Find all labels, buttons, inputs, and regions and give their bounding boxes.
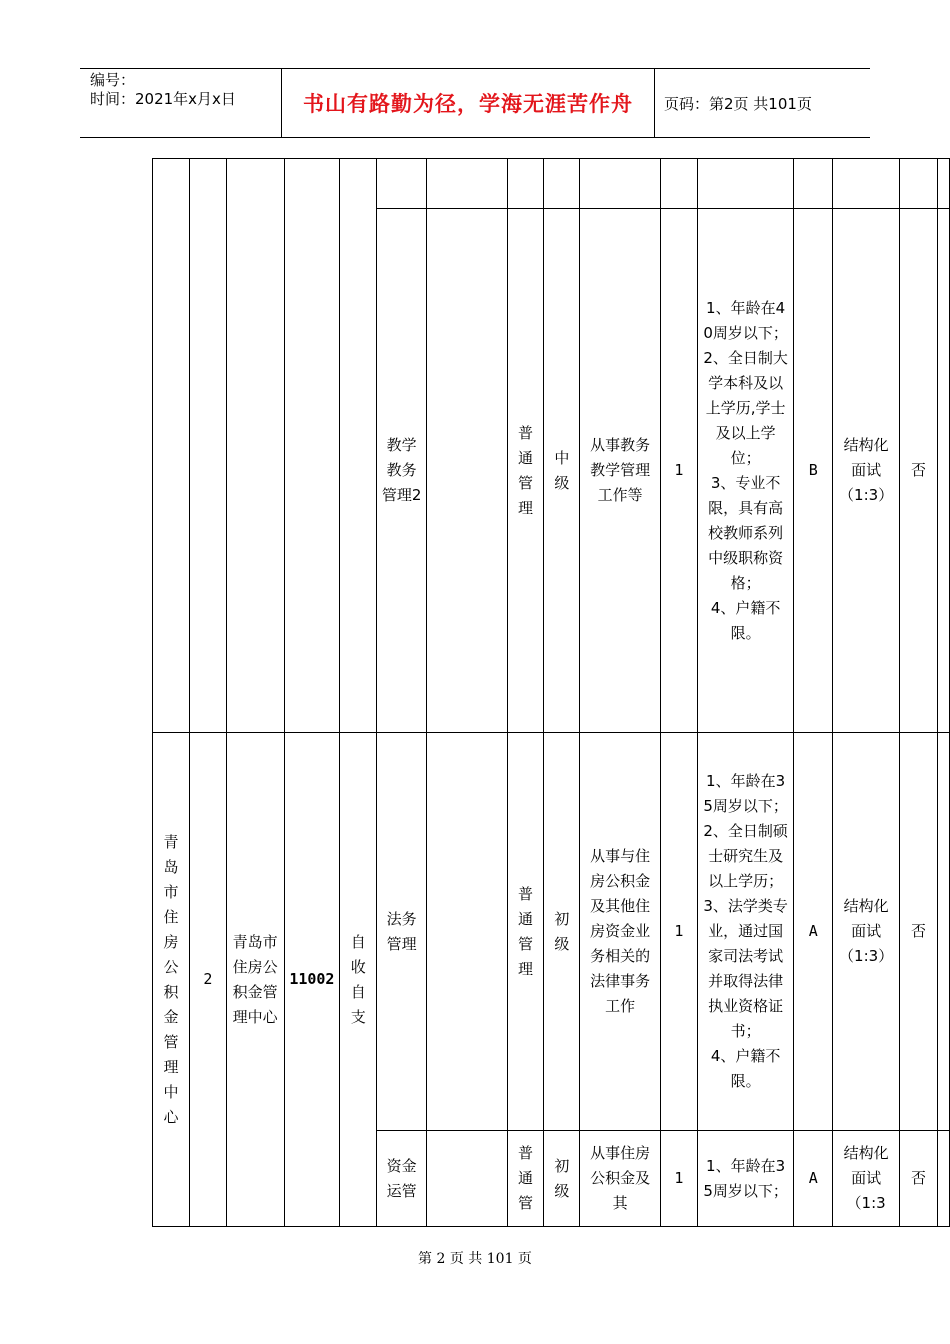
table-cell [377, 159, 427, 209]
table-cell [153, 159, 190, 733]
category-cell: A [794, 1131, 833, 1227]
type-cell: 普通管 [507, 1131, 544, 1227]
level-cell: 中级 [544, 209, 580, 733]
serial-label: 编号： [90, 71, 136, 89]
table-cell [284, 159, 340, 733]
header-motto-cell [281, 69, 655, 137]
exam-cell: 结构化面试（1:3） [833, 209, 900, 733]
type-cell: 普通管理 [507, 733, 544, 1131]
duties-cell: 从事住房公积金及其 [580, 1131, 661, 1227]
flag-cell: 否 [900, 733, 938, 1131]
table-cell [427, 209, 508, 733]
table-row [153, 159, 950, 209]
code-cell: 11002 [284, 733, 340, 1227]
page-header [80, 68, 870, 138]
duties-cell: 从事与住房公积金及其他住房资金业务相关的法律事务工作 [580, 733, 661, 1131]
unit-cell: 青岛市住房公积金管理中心 [226, 733, 284, 1227]
requirements-cell: 1、年龄在35周岁以下； 2、全日制硕士研究生及以上学历； 3、法学类专业，通过国家司法考试并取得法律执业资格证书； 4、户籍不限。 [697, 733, 794, 1131]
time-label: 时间：2021年x月x日 [90, 90, 236, 108]
table-cell [544, 159, 580, 209]
table-cell [427, 733, 508, 1131]
dept-cell: 青岛市住房公积金管理中心 [153, 733, 190, 1227]
flag-cell: 否 [900, 1131, 938, 1227]
count-cell: 1 [660, 209, 697, 733]
table-row [153, 733, 950, 1131]
recruitment-table [152, 158, 950, 1227]
seq-cell: 2 [189, 733, 226, 1227]
flag-cell: 否 [900, 209, 938, 733]
table-cell [507, 159, 544, 209]
header-motto: 书山有路勤为径，学海无涯苦作舟 [303, 91, 633, 116]
funding-cell: 自收自支 [340, 733, 377, 1227]
table-cell [580, 159, 661, 209]
table-cell [427, 159, 508, 209]
page-footer: 第 2 页 共 101 页 [418, 1251, 532, 1267]
table-cell [794, 159, 833, 209]
page-number-label: 页码：第2页 共101页 [664, 94, 812, 113]
table-cell [833, 159, 900, 209]
table-cell [226, 159, 284, 733]
level-cell: 初级 [544, 733, 580, 1131]
table-cell [340, 159, 377, 733]
position-cell: 法务管理 [377, 733, 427, 1131]
table-cell [937, 209, 949, 733]
requirements-cell: 1、年龄在35周岁以下； [697, 1131, 794, 1227]
header-meta [80, 69, 280, 137]
category-cell: B [794, 209, 833, 733]
requirements-cell: 1、年龄在40周岁以下； 2、全日制大学本科及以上学历,学士及以上学位； 3、专业不限，具有高校教师系列中级职称资格； 4、户籍不限。 [697, 209, 794, 733]
duties-cell: 从事教务教学管理工作等 [580, 209, 661, 733]
position-cell: 教学教务管理2 [377, 209, 427, 733]
position-cell: 资金运管 [377, 1131, 427, 1227]
exam-cell: 结构化面试（1:3） [833, 733, 900, 1131]
table-cell [660, 159, 697, 209]
count-cell: 1 [660, 733, 697, 1131]
category-cell: A [794, 733, 833, 1131]
table-cell [900, 159, 938, 209]
table-cell [427, 1131, 508, 1227]
table-cell [697, 159, 794, 209]
table-cell [189, 159, 226, 733]
table-cell [937, 733, 949, 1131]
type-cell: 普通管理 [507, 209, 544, 733]
level-cell: 初级 [544, 1131, 580, 1227]
count-cell: 1 [660, 1131, 697, 1227]
table-cell [937, 1131, 949, 1227]
exam-cell: 结构化面试（1:3 [833, 1131, 900, 1227]
table-cell [937, 159, 949, 209]
